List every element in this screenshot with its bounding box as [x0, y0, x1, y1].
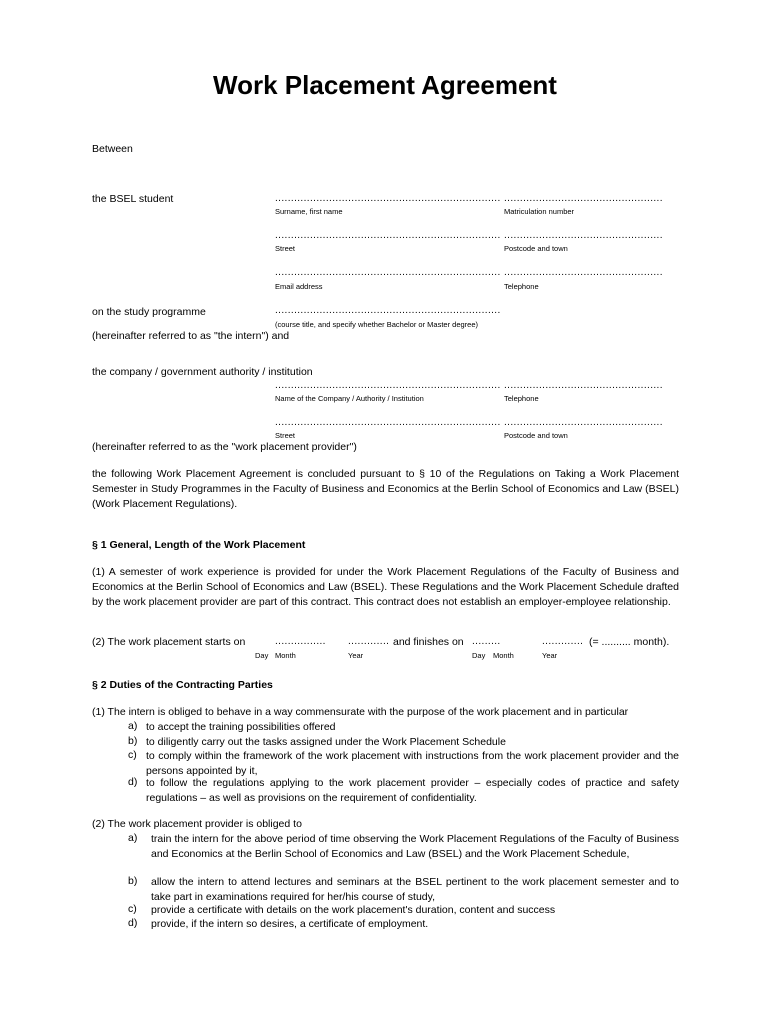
duration-months-field[interactable]: (= .......... month). [589, 636, 670, 648]
provider-item-c: provide a certificate with details on the work placement's duration, content and success [151, 904, 556, 916]
intern-reference: (hereinafter referred to as "the intern") and [92, 330, 290, 342]
intern-item-b: to diligently carry out the tasks assigned under the Work Placement Schedule [146, 736, 506, 748]
company-telephone-caption: Telephone [504, 394, 539, 403]
intro-paragraph: the following Work Placement Agreement is concluded pursuant to § 10 of the Regulations on Taking a Work Placement Semester in Study Programmes in the Faculty of Business and Economics at the Berlin School of Economics and Law (BSEL) (Work Placement Regulations). [92, 468, 679, 510]
provider-item-a-letter: a) [128, 832, 138, 844]
intern-duties-intro: (1) The intern is obliged to behave in a way commensurate with the purpose of the work placement and in particular [92, 706, 629, 718]
company-street-field[interactable]: ....................................................................... [275, 417, 501, 428]
intern-item-d: to follow the regulations applying to the work placement provider – especially codes of practice and safety regulations – as well as provisions on the requirement of confidentiality. [146, 777, 679, 804]
provider-item-c-letter: c) [128, 903, 137, 915]
end-year-field[interactable]: ............. [542, 636, 584, 647]
provider-item-a: train the intern for the above period of time observing the Work Placement Regulations of the Faculty of Business and Economics at the Berlin School of Economics and Law (BSEL) and the Work Placement Schedule, [151, 833, 679, 860]
matriculation-field[interactable]: .................................................. [504, 193, 663, 204]
end-month-caption: Month [493, 651, 514, 660]
start-day-caption: Day [255, 651, 269, 660]
street-caption: Street [275, 244, 296, 253]
provider-item-d: provide, if the intern so desires, a certificate of employment. [151, 918, 429, 930]
start-month-caption: Month [275, 651, 296, 660]
programme-label: on the study programme [92, 306, 206, 318]
email-caption: Email address [275, 282, 323, 291]
student-label: the BSEL student [92, 193, 174, 205]
document-title: Work Placement Agreement [213, 70, 557, 100]
end-year-caption: Year [542, 651, 558, 660]
matriculation-caption: Matriculation number [504, 207, 575, 216]
end-day-caption: Day [472, 651, 486, 660]
intern-item-d-letter: d) [128, 776, 138, 788]
programme-field[interactable]: ....................................................................... [275, 305, 501, 316]
section-2-heading: § 2 Duties of the Contracting Parties [92, 679, 273, 691]
programme-caption: (course title, and specify whether Bachelor or Master degree) [275, 320, 479, 329]
company-telephone-field[interactable]: .................................................. [504, 380, 663, 391]
company-postcode-field[interactable]: .................................................. [504, 417, 663, 428]
street-field[interactable]: ....................................................................... [275, 230, 501, 241]
between-label: Between [92, 143, 133, 155]
start-year-field[interactable]: ............. [348, 636, 390, 647]
intern-item-a: to accept the training possibilities offered [146, 721, 336, 733]
company-name-caption: Name of the Company / Authority / Institution [275, 394, 424, 403]
telephone-field[interactable]: .................................................. [504, 267, 663, 278]
postcode-field[interactable]: .................................................. [504, 230, 663, 241]
intern-item-a-letter: a) [128, 720, 138, 732]
provider-item-b: allow the intern to attend lectures and seminars at the BSEL pertinent to the work placement semester and to take part in examinations required for her/his course of study, [151, 876, 679, 903]
email-field[interactable]: ....................................................................... [275, 267, 501, 278]
section-1-heading: § 1 General, Length of the Work Placement [92, 539, 306, 551]
intern-item-c: to comply within the framework of the work placement with instructions from the work placement provider and the persons appointed by it, [146, 750, 679, 777]
company-name-field[interactable]: ....................................................................... [275, 380, 501, 391]
surname-caption: Surname, first name [275, 207, 343, 216]
start-year-caption: Year [348, 651, 364, 660]
postcode-caption: Postcode and town [504, 244, 568, 253]
provider-reference: (hereinafter referred to as the "work placement provider") [92, 441, 357, 453]
provider-item-b-letter: b) [128, 875, 138, 887]
placement-start-label: (2) The work placement starts on [92, 636, 246, 648]
telephone-caption: Telephone [504, 282, 539, 291]
company-label: the company / government authority / institution [92, 366, 313, 378]
section-1-paragraph-1: (1) A semester of work experience is provided for under the Work Placement Regulations of the Faculty of Business and Economics at the Berlin School of Economics and Law (BSEL). These Regulations and the Work Placement Schedule drafted by the work placement provider are part of this contract. This contract does not establish an employer-employee relationship. [92, 566, 679, 608]
start-day-month-field[interactable]: ................ [275, 636, 326, 647]
finishes-label: and finishes on [393, 636, 464, 648]
surname-field[interactable]: ....................................................................... [275, 193, 501, 204]
end-day-month-field[interactable]: ......... [472, 636, 501, 647]
company-street-caption: Street [275, 431, 296, 440]
intern-item-c-letter: c) [128, 749, 137, 761]
provider-duties-intro: (2) The work placement provider is obliged to [92, 818, 302, 830]
provider-item-d-letter: d) [128, 917, 138, 929]
company-postcode-caption: Postcode and town [504, 431, 568, 440]
intern-item-b-letter: b) [128, 735, 138, 747]
